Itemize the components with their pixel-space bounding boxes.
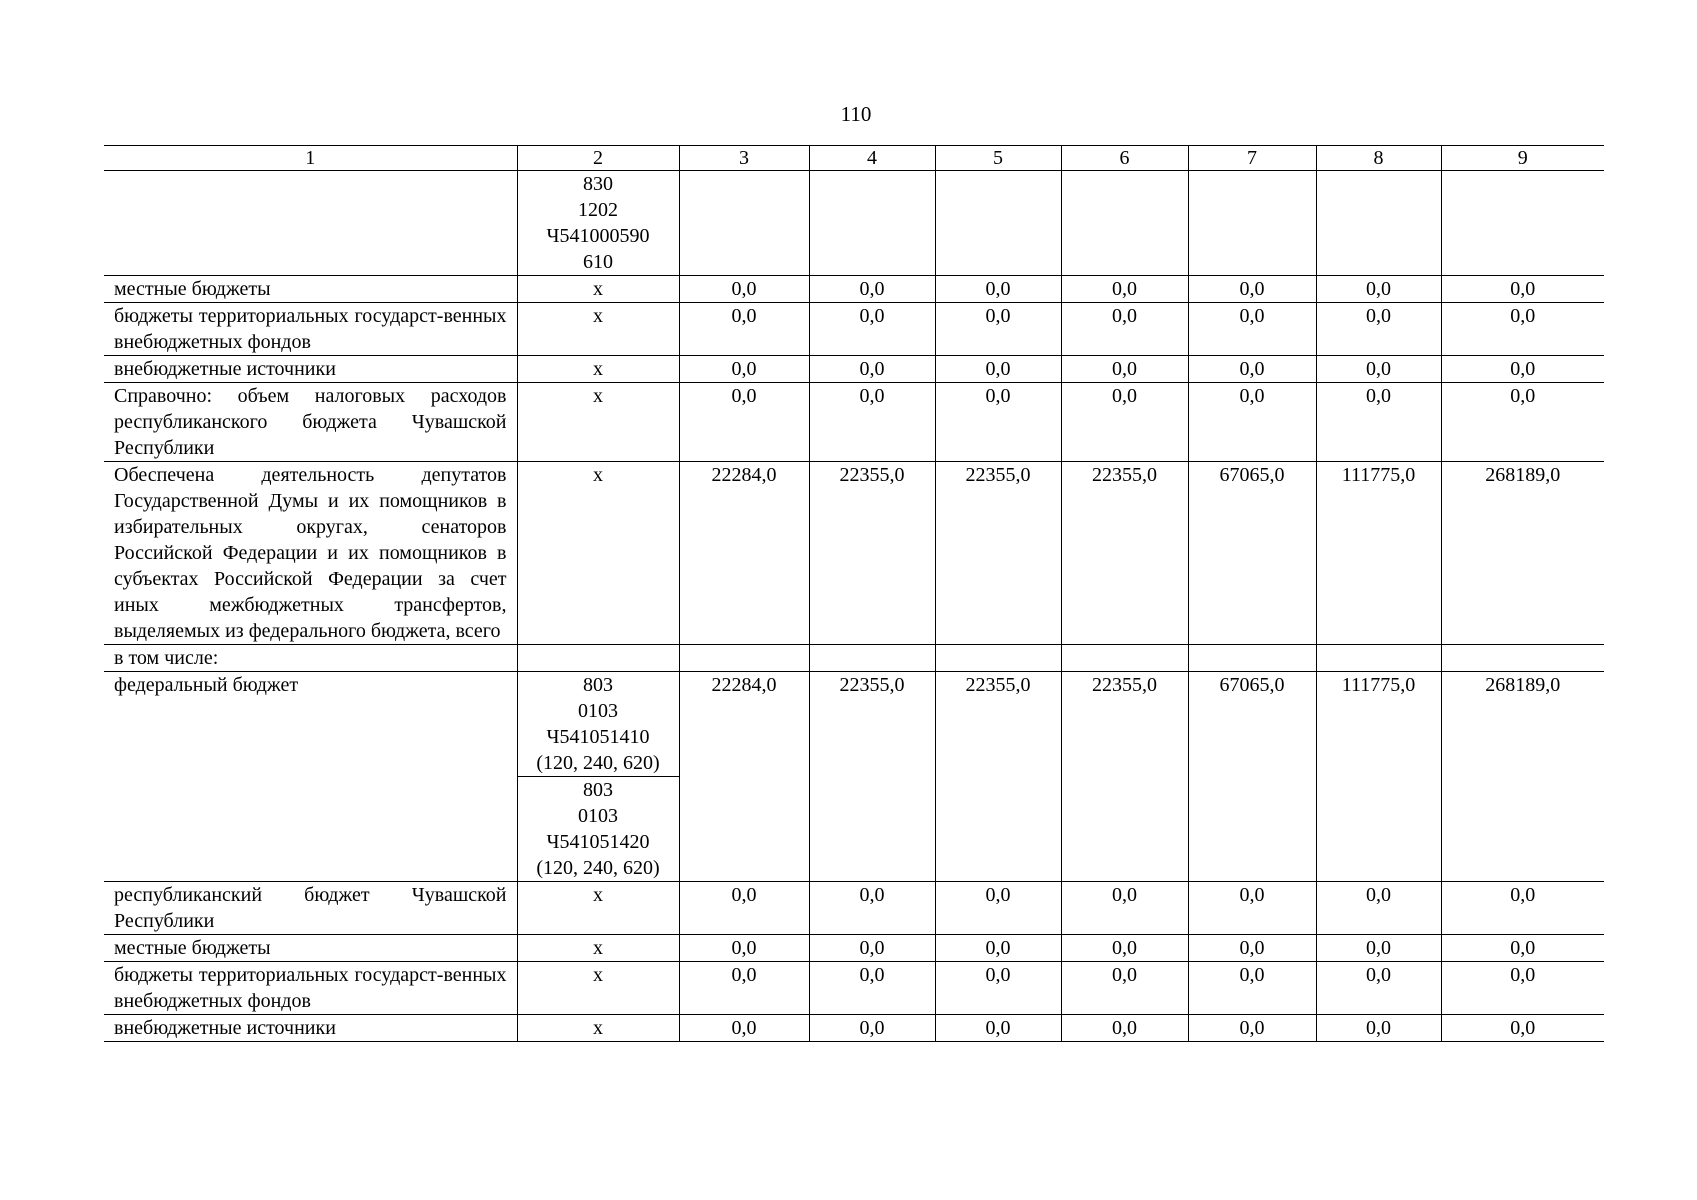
value-cell: 0,0 bbox=[679, 882, 809, 935]
code-line: Ч541051420 bbox=[546, 831, 650, 853]
value-cell: 0,0 bbox=[1188, 962, 1316, 1015]
value-cell bbox=[1188, 645, 1316, 672]
value-cell: 0,0 bbox=[809, 276, 935, 303]
row-name: внебюджетные источники bbox=[104, 1015, 517, 1042]
value-cell: 0,0 bbox=[1316, 383, 1441, 462]
budget-code-cell bbox=[517, 777, 679, 882]
row-name: местные бюджеты bbox=[104, 276, 517, 303]
value-cell: 0,0 bbox=[679, 962, 809, 1015]
value-cell: 111775,0 bbox=[1316, 462, 1441, 645]
value-cell: 0,0 bbox=[809, 383, 935, 462]
value-cell: 0,0 bbox=[679, 935, 809, 962]
value-cell bbox=[809, 171, 935, 276]
value-cell: 0,0 bbox=[1188, 276, 1316, 303]
value-cell: 0,0 bbox=[935, 1015, 1061, 1042]
row-name: местные бюджеты bbox=[104, 935, 517, 962]
value-cell: 22355,0 bbox=[809, 462, 935, 645]
value-cell: 0,0 bbox=[1441, 962, 1604, 1015]
budget-code-cell: x bbox=[517, 882, 679, 935]
column-header: 3 bbox=[679, 146, 809, 171]
row-name: в том числе: bbox=[104, 645, 517, 672]
value-cell: 0,0 bbox=[1061, 303, 1188, 356]
value-cell: 0,0 bbox=[1061, 935, 1188, 962]
value-cell: 0,0 bbox=[1441, 935, 1604, 962]
budget-code-cell: x bbox=[517, 1015, 679, 1042]
table-row bbox=[104, 171, 1604, 276]
value-cell: 22284,0 bbox=[679, 462, 809, 645]
value-cell: 0,0 bbox=[1061, 276, 1188, 303]
value-cell: 0,0 bbox=[1316, 935, 1441, 962]
code-line: 803 bbox=[583, 674, 613, 696]
row-name: Справочно: объем налоговых расходов республиканского бюджета Чувашской Республики bbox=[104, 383, 517, 462]
row-name: Обеспечена деятельность депутатов Государственной Думы и их помощников в избирательных округах, сенаторов Российской Федерации и их помощников в субъектах Российской Федерации за счет иных межбюджетных трансфертов, выделяемых из федерального бюджета, всего bbox=[104, 462, 517, 645]
value-cell: 0,0 bbox=[1441, 1015, 1604, 1042]
row-name: внебюджетные источники bbox=[104, 356, 517, 383]
code-line: (120, 240, 620) bbox=[536, 857, 660, 879]
row-name: федеральный бюджет bbox=[104, 672, 517, 882]
value-cell: 0,0 bbox=[1316, 356, 1441, 383]
code-line: 0103 bbox=[578, 805, 618, 827]
value-cell: 22355,0 bbox=[935, 462, 1061, 645]
value-cell: 0,0 bbox=[1188, 356, 1316, 383]
table-row bbox=[104, 645, 1604, 672]
value-cell: 0,0 bbox=[679, 356, 809, 383]
budget-table bbox=[104, 145, 1604, 1042]
column-header: 5 bbox=[935, 146, 1061, 171]
value-cell: 0,0 bbox=[809, 882, 935, 935]
row-name: бюджеты территориальных государст-венных внебюджетных фондов bbox=[104, 962, 517, 1015]
value-cell: 0,0 bbox=[1441, 882, 1604, 935]
budget-code-cell: x bbox=[517, 356, 679, 383]
value-cell: 0,0 bbox=[935, 882, 1061, 935]
budget-code-cell bbox=[517, 171, 679, 276]
value-cell: 22355,0 bbox=[1061, 462, 1188, 645]
value-cell: 0,0 bbox=[1316, 1015, 1441, 1042]
column-header: 1 bbox=[104, 146, 517, 171]
value-cell: 22355,0 bbox=[1061, 672, 1188, 882]
value-cell: 0,0 bbox=[1316, 276, 1441, 303]
page-number: 110 bbox=[840, 102, 872, 126]
value-cell bbox=[1061, 171, 1188, 276]
value-cell: 0,0 bbox=[935, 276, 1061, 303]
budget-code-cell: x bbox=[517, 962, 679, 1015]
table-row bbox=[104, 356, 1604, 383]
value-cell: 0,0 bbox=[1316, 962, 1441, 1015]
value-cell: 268189,0 bbox=[1441, 672, 1604, 882]
column-header: 8 bbox=[1316, 146, 1441, 171]
table-row bbox=[104, 882, 1604, 935]
column-header: 6 bbox=[1061, 146, 1188, 171]
value-cell bbox=[1316, 171, 1441, 276]
table-row bbox=[104, 935, 1604, 962]
value-cell: 0,0 bbox=[809, 303, 935, 356]
value-cell bbox=[1441, 171, 1604, 276]
value-cell: 22284,0 bbox=[679, 672, 809, 882]
header-row bbox=[104, 146, 1604, 171]
table-row bbox=[104, 276, 1604, 303]
budget-code-cell bbox=[517, 672, 679, 777]
value-cell bbox=[935, 645, 1061, 672]
value-cell: 0,0 bbox=[1188, 935, 1316, 962]
budget-code-cell: x bbox=[517, 276, 679, 303]
row-name: бюджеты территориальных государст-венных внебюджетных фондов bbox=[104, 303, 517, 356]
budget-code-cell: x bbox=[517, 303, 679, 356]
value-cell: 0,0 bbox=[935, 962, 1061, 1015]
table-row bbox=[104, 1015, 1604, 1042]
value-cell: 67065,0 bbox=[1188, 672, 1316, 882]
code-line: Ч541051410 bbox=[546, 726, 650, 748]
value-cell: 0,0 bbox=[935, 303, 1061, 356]
value-cell: 0,0 bbox=[1061, 356, 1188, 383]
value-cell: 0,0 bbox=[1061, 882, 1188, 935]
budget-code-cell: x bbox=[517, 462, 679, 645]
value-cell: 0,0 bbox=[1188, 1015, 1316, 1042]
value-cell: 0,0 bbox=[679, 383, 809, 462]
value-cell bbox=[1316, 645, 1441, 672]
table-row bbox=[104, 462, 1604, 645]
value-cell: 111775,0 bbox=[1316, 672, 1441, 882]
value-cell: 0,0 bbox=[935, 935, 1061, 962]
value-cell: 0,0 bbox=[1441, 303, 1604, 356]
code-line: Ч541000590 bbox=[546, 225, 650, 247]
value-cell: 0,0 bbox=[1061, 383, 1188, 462]
column-header: 2 bbox=[517, 146, 679, 171]
value-cell bbox=[679, 171, 809, 276]
value-cell: 0,0 bbox=[1441, 356, 1604, 383]
row-name bbox=[104, 171, 517, 276]
table-row bbox=[104, 383, 1604, 462]
value-cell bbox=[1188, 171, 1316, 276]
value-cell: 0,0 bbox=[1061, 1015, 1188, 1042]
value-cell: 0,0 bbox=[1188, 303, 1316, 356]
value-cell: 0,0 bbox=[809, 356, 935, 383]
value-cell bbox=[935, 171, 1061, 276]
value-cell: 0,0 bbox=[935, 356, 1061, 383]
code-line: 610 bbox=[583, 251, 613, 273]
code-line: 0103 bbox=[578, 700, 618, 722]
column-header: 7 bbox=[1188, 146, 1316, 171]
table-row bbox=[104, 672, 1604, 777]
value-cell: 268189,0 bbox=[1441, 462, 1604, 645]
value-cell: 0,0 bbox=[935, 383, 1061, 462]
column-header: 4 bbox=[809, 146, 935, 171]
value-cell: 0,0 bbox=[1316, 303, 1441, 356]
value-cell: 0,0 bbox=[1188, 383, 1316, 462]
value-cell: 22355,0 bbox=[935, 672, 1061, 882]
value-cell: 0,0 bbox=[1316, 882, 1441, 935]
code-line: 803 bbox=[583, 779, 613, 801]
value-cell: 0,0 bbox=[1188, 882, 1316, 935]
value-cell: 67065,0 bbox=[1188, 462, 1316, 645]
value-cell: 0,0 bbox=[679, 1015, 809, 1042]
value-cell: 0,0 bbox=[809, 935, 935, 962]
column-header: 9 bbox=[1441, 146, 1604, 171]
budget-code-cell: x bbox=[517, 383, 679, 462]
row-name: республиканский бюджет Чувашской Республики bbox=[104, 882, 517, 935]
value-cell bbox=[1061, 645, 1188, 672]
value-cell bbox=[1441, 645, 1604, 672]
value-cell: 22355,0 bbox=[809, 672, 935, 882]
value-cell: 0,0 bbox=[1061, 962, 1188, 1015]
budget-code-cell: x bbox=[517, 935, 679, 962]
value-cell: 0,0 bbox=[679, 303, 809, 356]
value-cell bbox=[809, 645, 935, 672]
value-cell: 0,0 bbox=[679, 276, 809, 303]
value-cell: 0,0 bbox=[809, 1015, 935, 1042]
value-cell: 0,0 bbox=[1441, 276, 1604, 303]
value-cell: 0,0 bbox=[1441, 383, 1604, 462]
code-line: (120, 240, 620) bbox=[536, 752, 660, 774]
table-row bbox=[104, 303, 1604, 356]
code-line: 1202 bbox=[578, 199, 618, 221]
value-cell: 0,0 bbox=[809, 962, 935, 1015]
code-line: 830 bbox=[583, 173, 613, 195]
budget-code-cell bbox=[517, 645, 679, 672]
table-row bbox=[104, 962, 1604, 1015]
value-cell bbox=[679, 645, 809, 672]
